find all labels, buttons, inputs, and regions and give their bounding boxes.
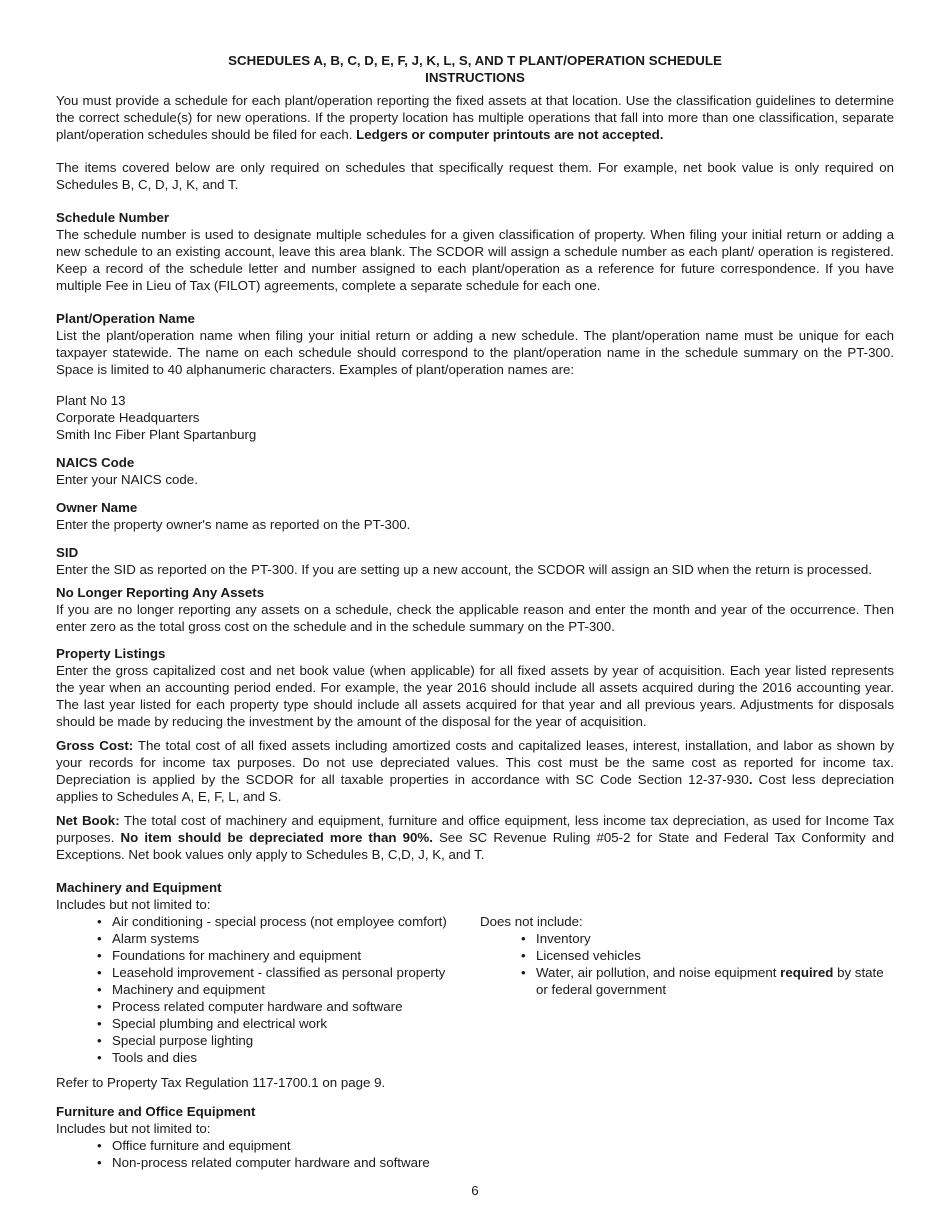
plant-name-example: Smith Inc Fiber Plant Spartanburg bbox=[56, 427, 257, 442]
machinery-excludes-list bbox=[480, 930, 894, 998]
schedule-number-section bbox=[56, 209, 894, 294]
schedule-number-heading: Schedule Number bbox=[56, 210, 170, 225]
net-book-label: Net Book: bbox=[56, 813, 120, 828]
list-item: • Machinery and equipment bbox=[56, 981, 480, 998]
list-item: • Special plumbing and electrical work bbox=[56, 1015, 480, 1032]
furniture-includes-list bbox=[56, 1137, 894, 1171]
naics-heading: NAICS Code bbox=[56, 455, 135, 470]
schedule-number-body: The schedule number is used to designate multiple schedules for a given classification of property. When filing your initial return or adding a new schedule to an existing account, leave this area blank. The SCDOR will assign a schedule number as each plant/ operation is registered. Keep a record of the schedule letter and number assigned to each plant/operation as a reference for future correspondence. If you have multiple Fee in Lieu of Tax (FILOT) agreements, complete a separate schedule for each one. bbox=[56, 227, 894, 293]
list-item: • Non-process related computer hardware and software bbox=[56, 1154, 894, 1171]
list-item: • Foundations for machinery and equipment bbox=[56, 947, 480, 964]
list-item: • Office furniture and equipment bbox=[56, 1137, 894, 1154]
owner-section bbox=[56, 499, 894, 533]
sid-heading: SID bbox=[56, 545, 79, 560]
list-item: • Alarm systems bbox=[56, 930, 480, 947]
owner-heading: Owner Name bbox=[56, 500, 138, 515]
list-item: • Special purpose lighting bbox=[56, 1032, 480, 1049]
no-longer-reporting-body: If you are no longer reporting any assets on a schedule, check the applicable reason and enter the month and year of the occurrence. Then enter zero as the total gross cost on the schedule and in the schedule summary on the PT-300. bbox=[56, 602, 894, 634]
naics-body: Enter your NAICS code. bbox=[56, 472, 198, 487]
machinery-heading: Machinery and Equipment bbox=[56, 880, 222, 895]
machinery-excludes bbox=[480, 896, 894, 1066]
property-listings-body: Enter the gross capitalized cost and net book value (when applicable) for all fixed assets by year of acquisition. Each year listed represents the year when an accounting period ended. For example, the year 2016 should include all assets acquired during the 2016 accounting year. The last year listed for each property type should include all assets acquired for that year and all previous years. Adjustments for disposals should be made by reducing the investment by the amount of the disposal for the year of acquisition. bbox=[56, 663, 894, 729]
intro-paragraph: You must provide a schedule for each plant/operation reporting the fixed assets at that location. Use the classification guidelines to determine the correct schedule(s) for new operations. If the property location has multiple operations that fall into more than one classification, separate plant/operation schedules should be filed for each. Ledgers or computer printouts are not accepted. bbox=[56, 93, 894, 142]
page-title-line1: SCHEDULES A, B, C, D, E, F, J, K, L, S, AND T PLANT/OPERATION SCHEDULE bbox=[228, 53, 722, 68]
intro-paragraph-2: The items covered below are only required on schedules that specifically request them. For example, net book value is only required on Schedules B, C, D, J, K, and T. bbox=[56, 160, 894, 192]
list-item: • Water, air pollution, and noise equipment required by state or federal government bbox=[480, 964, 894, 998]
net-book-paragraph: Net Book: The total cost of machinery and equipment, furniture and office equipment, less income tax depreciation, as used for Income Tax purposes. No item should be depreciated more than 90%. See SC Revenue Ruling #05-2 for State and Federal Tax Conformity and Exceptions. Net book values only apply to Schedules B, C,D, J, K, and T. bbox=[56, 813, 894, 862]
plant-name-example: Plant No 13 bbox=[56, 393, 126, 408]
no-longer-reporting-section bbox=[56, 584, 894, 635]
no-longer-reporting-heading: No Longer Reporting Any Assets bbox=[56, 585, 265, 600]
plant-name-section bbox=[56, 310, 894, 443]
property-listings-heading: Property Listings bbox=[56, 646, 166, 661]
instructions-page bbox=[56, 52, 894, 1171]
machinery-section bbox=[56, 879, 894, 1091]
machinery-includes bbox=[56, 896, 480, 1066]
gross-cost-paragraph: Gross Cost: The total cost of all fixed assets including amortized costs and capitalized leases, interest, installation, and labor as shown by your records for income tax purposes. Do not use depreciated values. This cost must be the same cost as reported for income tax. Depreciation is applied by the SCDOR for all taxable properties in accordance with SC Code Section 12-37-930. Cost less depreciation applies to Schedules A, E, F, L, and S. bbox=[56, 738, 895, 804]
sid-body: Enter the SID as reported on the PT-300. If you are setting up a new account, the SCDOR will assign an SID when the return is processed. bbox=[56, 562, 872, 577]
list-item: • Air conditioning - special process (not employee comfort) bbox=[56, 913, 480, 930]
furniture-includes-label: Includes but not limited to: bbox=[56, 1121, 211, 1136]
list-item: • Process related computer hardware and software bbox=[56, 998, 480, 1015]
intro-bold-note: Ledgers or computer printouts are not accepted. bbox=[356, 127, 664, 142]
furniture-heading: Furniture and Office Equipment bbox=[56, 1104, 256, 1119]
page-number: 6 bbox=[471, 1183, 479, 1198]
list-item: • Licensed vehicles bbox=[480, 947, 894, 964]
machinery-excludes-label: Does not include: bbox=[480, 914, 583, 929]
net-book-bold-note: No item should be depreciated more than 90%. bbox=[120, 830, 433, 845]
gross-cost-label: Gross Cost: bbox=[56, 738, 134, 753]
plant-name-heading: Plant/Operation Name bbox=[56, 311, 195, 326]
property-listings-section bbox=[56, 645, 894, 730]
machinery-includes-label: Includes but not limited to: bbox=[56, 897, 211, 912]
owner-body: Enter the property owner's name as reported on the PT-300. bbox=[56, 517, 411, 532]
sid-section bbox=[56, 544, 894, 578]
page-title-line2: INSTRUCTIONS bbox=[425, 70, 525, 85]
list-item: • Tools and dies bbox=[56, 1049, 480, 1066]
plant-name-body: List the plant/operation name when filing your initial return or adding a new schedule. The plant/operation name must be unique for each taxpayer statewide. The name on each schedule should correspond to the plant/operation name in the schedule summary on the PT-300. Space is limited to 40 alphanumeric characters. Examples of plant/operation names are: bbox=[56, 328, 894, 377]
plant-name-example: Corporate Headquarters bbox=[56, 410, 200, 425]
list-item: • Inventory bbox=[480, 930, 894, 947]
furniture-section bbox=[56, 1103, 894, 1171]
list-item: • Leasehold improvement - classified as personal property bbox=[56, 964, 480, 981]
machinery-includes-list bbox=[56, 913, 480, 1066]
machinery-refer-note: Refer to Property Tax Regulation 117-1700.1 on page 9. bbox=[56, 1075, 386, 1090]
naics-section bbox=[56, 454, 894, 488]
